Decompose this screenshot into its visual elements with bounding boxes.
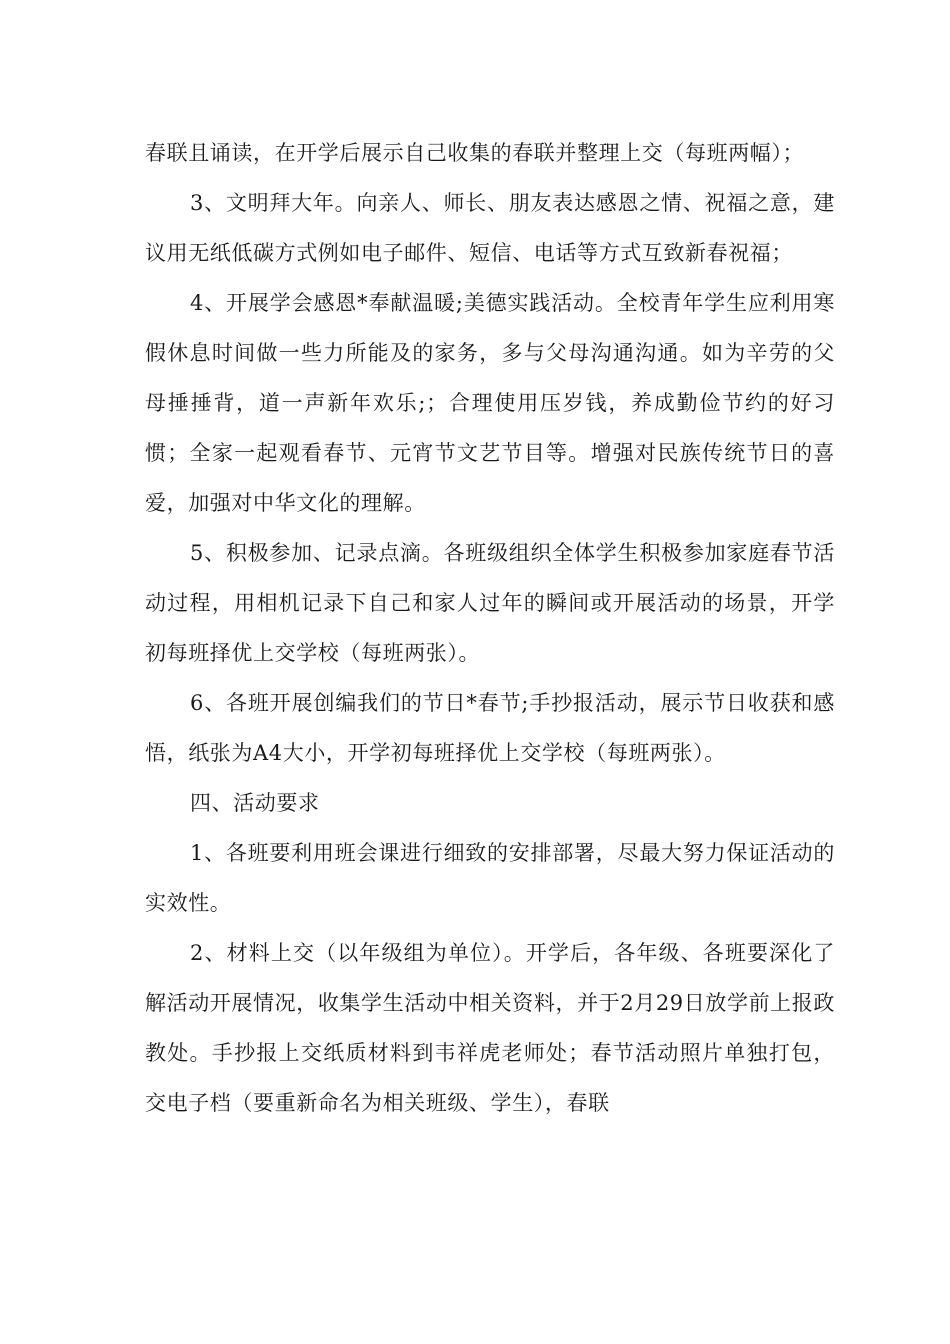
paragraph-requirement-1: 1、各班要利用班会课进行细致的安排部署，尽最大努力保证活动的实效性。: [145, 841, 835, 915]
paragraph-couplets-continued: 春联且诵读，在开学后展示自己收集的春联并整理上交（每班两幅）；: [145, 141, 805, 165]
paragraph-item-6-handwritten-newspaper: 6、各班开展创编我们的节日*春节;手抄报活动，展示节日收获和感悟，纸张为A4大小，开学初每班择优上交学校（每班两张）。: [145, 691, 835, 765]
section-heading-activity-requirements: 四、活动要求: [190, 791, 320, 815]
paragraph-requirement-2: 2、材料上交（以年级组为单位）。开学后，各年级、各班要深化了解活动开展情况，收集学生活动中相关资料，并于2月29日放学前上报政教处。手抄报上交纸质材料到韦祥虎老师处；春节活动照片单独打包，交电子档（要重新命名为相关班级、学生），春联: [145, 941, 835, 1115]
paragraph-item-3-new-year-greetings: 3、文明拜大年。向亲人、师长、朋友表达感恩之情、祝福之意，建议用无纸低碳方式例如电子邮件、短信、电话等方式互致新春祝福；: [145, 191, 835, 265]
paragraph-item-4-gratitude-practice: 4、开展学会感恩*奉献温暖;美德实践活动。全校青年学生应利用寒假休息时间做一些力所能及的家务，多与父母沟通沟通。如为辛劳的父母捶捶背，道一声新年欢乐;；合理使用压岁钱，养成勤俭节约的好习惯；全家一起观看春节、元宵节文艺节目等。增强对民族传统节日的喜爱，加强对中华文化的理解。: [145, 291, 835, 515]
document-body: [145, 128, 835, 1128]
paragraph-item-5-record-moments: 5、积极参加、记录点滴。各班级组织全体学生积极参加家庭春节活动过程，用相机记录下自己和家人过年的瞬间或开展活动的场景，开学初每班择优上交学校（每班两张）。: [145, 541, 835, 665]
